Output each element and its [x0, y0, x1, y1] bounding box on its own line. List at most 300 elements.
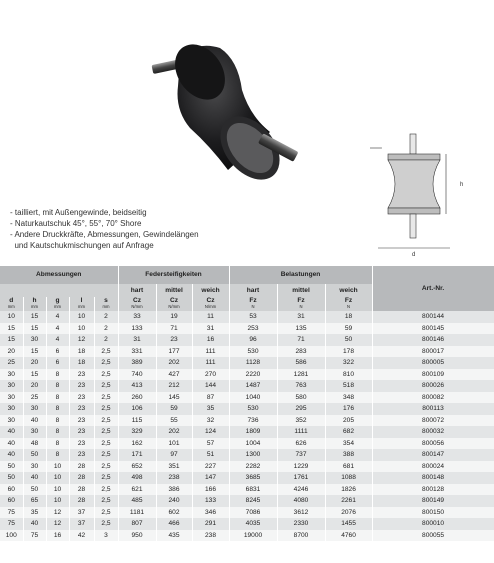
table-cell: 4 — [46, 334, 69, 346]
table-cell: 30 — [0, 380, 23, 392]
table-cell: 20 — [23, 357, 46, 369]
table-row — [0, 472, 494, 484]
table-cell: 8 — [46, 403, 69, 415]
table-cell: 2,5 — [94, 415, 118, 427]
table-cell: 18 — [69, 357, 94, 369]
table-cell: 28 — [69, 484, 94, 496]
column-label: Cz — [132, 297, 142, 304]
table-cell: 435 — [156, 530, 192, 542]
table-cell: 295 — [277, 403, 325, 415]
table-cell: 2,5 — [94, 495, 118, 507]
table-cell: 30 — [0, 403, 23, 415]
column-header-fz2 — [277, 297, 325, 311]
table-cell: 8 — [46, 415, 69, 427]
table-cell: 59 — [325, 323, 372, 335]
column-header-d — [0, 297, 23, 311]
sub-hart: hart — [229, 284, 277, 297]
table-cell: 23 — [69, 369, 94, 381]
table-cell: 202 — [156, 426, 192, 438]
table-cell: 1300 — [229, 449, 277, 461]
table-row — [0, 346, 494, 358]
table-row — [0, 461, 494, 473]
feature-item: und Kautschukmischungen auf Anfrage — [10, 241, 154, 250]
table-cell: 737 — [277, 449, 325, 461]
table-cell: 10 — [46, 472, 69, 484]
table-cell: 12 — [69, 334, 94, 346]
table-row — [0, 357, 494, 369]
table-cell: 144 — [192, 380, 229, 392]
table-cell: 145 — [156, 392, 192, 404]
header-abmessungen: Abmessungen — [0, 266, 118, 284]
table-cell: 40 — [23, 472, 46, 484]
table-cell: 176 — [325, 403, 372, 415]
table-cell: 626 — [277, 438, 325, 450]
column-label: g — [55, 297, 60, 304]
table-cell: 602 — [156, 507, 192, 519]
spec-table — [0, 266, 494, 541]
table-cell: 171 — [118, 449, 156, 461]
table-cell: 31 — [277, 311, 325, 323]
table-cell: 8 — [46, 438, 69, 450]
table-cell: 75 — [0, 507, 23, 519]
table-cell: 30 — [0, 415, 23, 427]
sub-mittel: mittel — [156, 284, 192, 297]
table-cell: 260 — [118, 392, 156, 404]
table-cell: 50 — [0, 472, 23, 484]
column-unit: mm — [7, 304, 15, 309]
table-cell: 178 — [325, 346, 372, 358]
table-cell: 71 — [277, 334, 325, 346]
table-cell: 15 — [23, 346, 46, 358]
table-cell: 37 — [69, 507, 94, 519]
table-cell: 71 — [156, 323, 192, 335]
table-cell: 1826 — [325, 484, 372, 496]
table-cell: 485 — [118, 495, 156, 507]
sub-hart: hart — [118, 284, 156, 297]
table-cell: 1181 — [118, 507, 156, 519]
column-header-cz2 — [156, 297, 192, 311]
table-cell: 20 — [23, 380, 46, 392]
table-cell: 800026 — [372, 380, 494, 392]
table-cell: 800148 — [372, 472, 494, 484]
table-cell: 50 — [325, 334, 372, 346]
table-cell: 50 — [23, 449, 46, 461]
table-cell: 1088 — [325, 472, 372, 484]
table-cell: 2,5 — [94, 380, 118, 392]
table-cell: 4080 — [277, 495, 325, 507]
table-cell: 59 — [156, 403, 192, 415]
table-cell: 4246 — [277, 484, 325, 496]
table-cell: 25 — [23, 392, 46, 404]
sub-weich: weich — [192, 284, 229, 297]
table-cell: 1040 — [229, 392, 277, 404]
table-cell: 621 — [118, 484, 156, 496]
table-cell: 15 — [23, 311, 46, 323]
table-cell: 101 — [156, 438, 192, 450]
table-cell: 2 — [94, 311, 118, 323]
table-row — [0, 495, 494, 507]
feature-item: - tailliert, mit Außengewinde, beidseitig — [10, 208, 147, 217]
header-federsteifigkeiten: Federsteifigkeiten — [118, 266, 229, 284]
table-cell: 10 — [46, 461, 69, 473]
table-cell: 950 — [118, 530, 156, 542]
feature-list — [10, 207, 340, 251]
table-cell: 1809 — [229, 426, 277, 438]
table-cell: 586 — [277, 357, 325, 369]
column-label: Fz — [297, 297, 305, 304]
table-cell: 580 — [277, 392, 325, 404]
drawing-label-d: d — [412, 252, 416, 258]
table-cell: 800149 — [372, 495, 494, 507]
table-cell: 10 — [46, 484, 69, 496]
table-cell: 518 — [325, 380, 372, 392]
column-label: Cz — [206, 297, 215, 304]
table-cell: 35 — [23, 507, 46, 519]
table-cell: 530 — [229, 403, 277, 415]
table-cell: 53 — [229, 311, 277, 323]
table-cell: 800024 — [372, 461, 494, 473]
table-cell: 2 — [94, 334, 118, 346]
column-label: d — [9, 297, 14, 304]
table-cell: 212 — [156, 380, 192, 392]
table-cell: 33 — [118, 311, 156, 323]
drawing-label-h: h — [460, 182, 464, 188]
table-cell: 800144 — [372, 311, 494, 323]
table-cell: 50 — [23, 484, 46, 496]
table-cell: 346 — [192, 507, 229, 519]
table-cell: 2,5 — [94, 369, 118, 381]
column-header-h — [23, 297, 46, 311]
table-cell: 23 — [69, 438, 94, 450]
sub-weich: weich — [325, 284, 372, 297]
table-cell: 30 — [23, 461, 46, 473]
column-header-fz3 — [325, 297, 372, 311]
table-cell: 810 — [325, 369, 372, 381]
column-unit: mm — [31, 304, 38, 309]
table-cell: 682 — [325, 426, 372, 438]
rubber-mount-photo — [150, 20, 310, 190]
table-cell: 1761 — [277, 472, 325, 484]
column-label: l — [80, 297, 83, 304]
table-row — [0, 380, 494, 392]
table-cell: 12 — [46, 507, 69, 519]
table-cell: 111 — [192, 357, 229, 369]
table-cell: 23 — [69, 403, 94, 415]
table-cell: 10 — [69, 323, 94, 335]
table-cell: 2282 — [229, 461, 277, 473]
table-cell: 800017 — [372, 346, 494, 358]
table-cell: 800056 — [372, 438, 494, 450]
table-cell: 238 — [192, 530, 229, 542]
table-body — [0, 311, 494, 541]
table-cell: 652 — [118, 461, 156, 473]
table-cell: 30 — [23, 334, 46, 346]
table-cell: 800032 — [372, 426, 494, 438]
table-cell: 3612 — [277, 507, 325, 519]
table-cell: 19 — [156, 311, 192, 323]
table-cell: 19000 — [229, 530, 277, 542]
header-belastungen: Belastungen — [229, 266, 372, 284]
table-cell: 238 — [156, 472, 192, 484]
table-cell: 800113 — [372, 403, 494, 415]
table-cell: 322 — [325, 357, 372, 369]
table-cell: 8 — [46, 426, 69, 438]
table-cell: 2 — [94, 323, 118, 335]
table-cell: 162 — [118, 438, 156, 450]
table-cell: 32 — [192, 415, 229, 427]
table-cell: 466 — [156, 518, 192, 530]
table-cell: 1111 — [277, 426, 325, 438]
table-cell: 2,5 — [94, 426, 118, 438]
table-cell: 2,5 — [94, 438, 118, 450]
technical-drawing — [368, 128, 488, 258]
table-cell: 35 — [192, 403, 229, 415]
table-cell: 30 — [0, 392, 23, 404]
table-cell: 60 — [0, 484, 23, 496]
table-cell: 31 — [118, 334, 156, 346]
table-cell: 2,5 — [94, 484, 118, 496]
table-cell: 763 — [277, 380, 325, 392]
table-cell: 28 — [69, 461, 94, 473]
table-cell: 283 — [277, 346, 325, 358]
column-label: Fz — [249, 297, 257, 304]
table-cell: 111 — [192, 346, 229, 358]
column-header-cz1 — [118, 297, 156, 311]
table-cell: 389 — [118, 357, 156, 369]
table-cell: 31 — [192, 323, 229, 335]
table-cell: 12 — [46, 518, 69, 530]
table-cell: 177 — [156, 346, 192, 358]
table-cell: 51 — [192, 449, 229, 461]
table-cell: 57 — [192, 438, 229, 450]
table-cell: 8700 — [277, 530, 325, 542]
column-header-g — [46, 297, 69, 311]
column-label: s — [104, 297, 108, 304]
table-cell: 800109 — [372, 369, 494, 381]
table-cell: 75 — [23, 530, 46, 542]
table-cell: 2,5 — [94, 507, 118, 519]
table-cell: 15 — [0, 323, 23, 335]
table-cell: 2,5 — [94, 518, 118, 530]
table-cell: 3 — [94, 530, 118, 542]
column-label: h — [32, 297, 37, 304]
table-cell: 291 — [192, 518, 229, 530]
table-cell: 4 — [46, 323, 69, 335]
table-row — [0, 415, 494, 427]
table-row — [0, 449, 494, 461]
table-cell: 10 — [0, 311, 23, 323]
table-cell: 40 — [0, 449, 23, 461]
table-cell: 1455 — [325, 518, 372, 530]
table-cell: 40 — [0, 426, 23, 438]
table-cell: 133 — [118, 323, 156, 335]
column-unit: N — [299, 304, 303, 309]
table-cell: 1128 — [229, 357, 277, 369]
table-cell: 800010 — [372, 518, 494, 530]
table-cell: 166 — [192, 484, 229, 496]
table-cell: 800055 — [372, 530, 494, 542]
table-cell: 30 — [23, 403, 46, 415]
table-cell: 807 — [118, 518, 156, 530]
table-cell: 28 — [69, 472, 94, 484]
table-row — [0, 484, 494, 496]
table-cell: 4760 — [325, 530, 372, 542]
table-cell: 740 — [118, 369, 156, 381]
table-cell: 7086 — [229, 507, 277, 519]
feature-item: - Naturkautschuk 45°, 55°, 70° Shore — [10, 219, 142, 228]
table-cell: 23 — [69, 415, 94, 427]
table-cell: 30 — [23, 426, 46, 438]
table-cell: 16 — [46, 530, 69, 542]
table-cell: 4 — [46, 311, 69, 323]
table-row — [0, 403, 494, 415]
table-cell: 87 — [192, 392, 229, 404]
table-row — [0, 507, 494, 519]
table-cell: 10 — [46, 495, 69, 507]
table-row — [0, 392, 494, 404]
sub-mittel: mittel — [277, 284, 325, 297]
table-cell: 2220 — [229, 369, 277, 381]
table-cell: 736 — [229, 415, 277, 427]
table-cell: 25 — [0, 357, 23, 369]
table-cell: 135 — [277, 323, 325, 335]
table-cell: 270 — [192, 369, 229, 381]
table-cell: 800147 — [372, 449, 494, 461]
column-label: Cz — [169, 297, 179, 304]
table-cell: 800146 — [372, 334, 494, 346]
column-unit: N — [347, 304, 351, 309]
table-cell: 40 — [23, 415, 46, 427]
table-cell: 147 — [192, 472, 229, 484]
table-row — [0, 518, 494, 530]
table-cell: 65 — [23, 495, 46, 507]
table-cell: 2,5 — [94, 357, 118, 369]
column-unit: N/mm — [204, 304, 217, 309]
table-cell: 18 — [69, 346, 94, 358]
table-cell: 23 — [69, 392, 94, 404]
table-cell: 498 — [118, 472, 156, 484]
column-unit: mm — [54, 304, 61, 309]
table-row — [0, 369, 494, 381]
table-cell: 30 — [0, 369, 23, 381]
table-cell: 530 — [229, 346, 277, 358]
table-cell: 15 — [23, 323, 46, 335]
table-cell: 2,5 — [94, 403, 118, 415]
table-row — [0, 530, 494, 542]
table-cell: 28 — [69, 495, 94, 507]
table-cell: 2076 — [325, 507, 372, 519]
column-header-l — [69, 297, 94, 311]
table-cell: 800145 — [372, 323, 494, 335]
table-row — [0, 438, 494, 450]
table-cell: 10 — [69, 311, 94, 323]
column-header-s — [94, 297, 118, 311]
table-cell: 50 — [0, 461, 23, 473]
column-unit: N/mm — [168, 304, 180, 309]
table-cell: 100 — [0, 530, 23, 542]
header-art-nr: Art.-Nr. — [372, 266, 494, 311]
table-cell: 352 — [277, 415, 325, 427]
table-cell: 348 — [325, 392, 372, 404]
table-cell: 23 — [69, 426, 94, 438]
table-cell: 1229 — [277, 461, 325, 473]
table-cell: 800128 — [372, 484, 494, 496]
column-unit: N/mm — [131, 304, 143, 309]
column-unit: N — [251, 304, 255, 309]
table-cell: 427 — [156, 369, 192, 381]
table-cell: 2,5 — [94, 461, 118, 473]
table-cell: 11 — [192, 311, 229, 323]
table-cell: 800082 — [372, 392, 494, 404]
table-cell: 3685 — [229, 472, 277, 484]
table-cell: 2,5 — [94, 449, 118, 461]
table-cell: 96 — [229, 334, 277, 346]
table-cell: 800005 — [372, 357, 494, 369]
table-cell: 253 — [229, 323, 277, 335]
table-row — [0, 334, 494, 346]
feature-item: - Andere Druckkräfte, Abmessungen, Gewindelängen — [10, 230, 199, 239]
table-cell: 800150 — [372, 507, 494, 519]
table-cell: 386 — [156, 484, 192, 496]
table-cell: 60 — [0, 495, 23, 507]
column-unit: mm — [102, 304, 110, 309]
table-cell: 240 — [156, 495, 192, 507]
table-cell: 6 — [46, 357, 69, 369]
table-cell: 23 — [156, 334, 192, 346]
table-cell: 115 — [118, 415, 156, 427]
table-cell: 97 — [156, 449, 192, 461]
column-unit: mm — [78, 304, 85, 309]
table-cell: 20 — [0, 346, 23, 358]
table-cell: 2,5 — [94, 346, 118, 358]
table-cell: 205 — [325, 415, 372, 427]
header-dims-blank — [0, 284, 118, 297]
table-cell: 23 — [69, 380, 94, 392]
table-cell: 42 — [69, 530, 94, 542]
table-cell: 2,5 — [94, 392, 118, 404]
table-cell: 18 — [325, 311, 372, 323]
table-cell: 55 — [156, 415, 192, 427]
table-cell: 413 — [118, 380, 156, 392]
table-cell: 331 — [118, 346, 156, 358]
table-cell: 8245 — [229, 495, 277, 507]
product-header — [0, 0, 494, 262]
table-row — [0, 323, 494, 335]
table-cell: 8 — [46, 449, 69, 461]
column-header-fz1 — [229, 297, 277, 311]
table-cell: 133 — [192, 495, 229, 507]
table-cell: 40 — [0, 438, 23, 450]
table-cell: 37 — [69, 518, 94, 530]
table-cell: 800072 — [372, 415, 494, 427]
table-cell: 681 — [325, 461, 372, 473]
table-cell: 329 — [118, 426, 156, 438]
table-row — [0, 426, 494, 438]
table-cell: 2,5 — [94, 472, 118, 484]
table-cell: 23 — [69, 449, 94, 461]
table-cell: 6831 — [229, 484, 277, 496]
column-header-cz3 — [192, 297, 229, 311]
table-cell: 8 — [46, 392, 69, 404]
table-cell: 6 — [46, 346, 69, 358]
table-row — [0, 311, 494, 323]
table-cell: 40 — [23, 518, 46, 530]
table-cell: 351 — [156, 461, 192, 473]
table-cell: 106 — [118, 403, 156, 415]
table-cell: 1487 — [229, 380, 277, 392]
table-cell: 354 — [325, 438, 372, 450]
table-cell: 8 — [46, 380, 69, 392]
